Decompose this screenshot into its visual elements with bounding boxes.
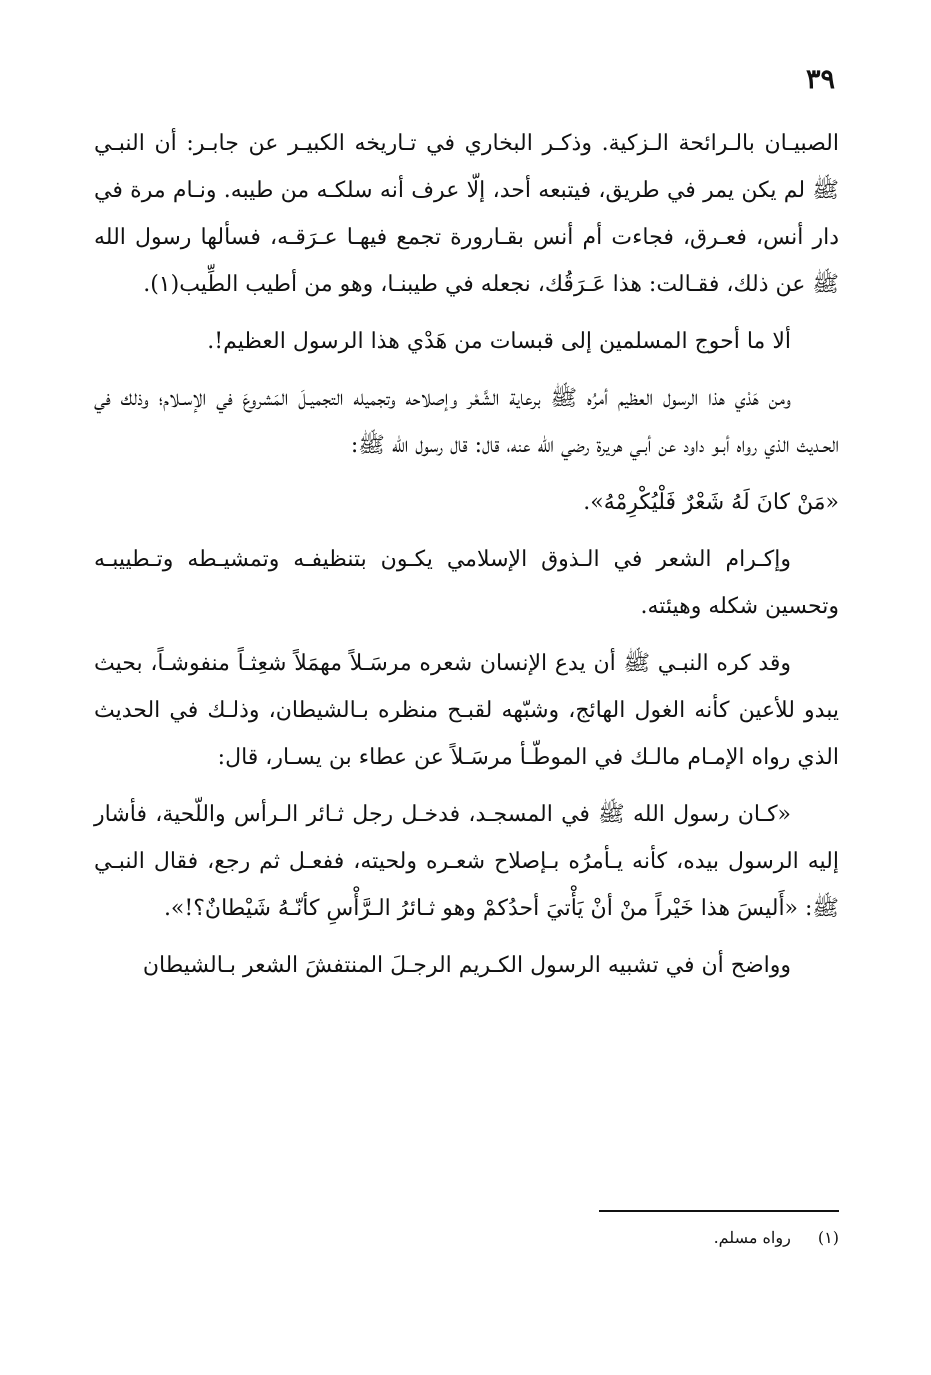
footnote-marker: (١) xyxy=(817,1228,839,1247)
paragraph-hadith-quote: «مَنْ كانَ لَهُ شَعْرٌ فَلْيُكْرِمْهُ». xyxy=(583,490,839,515)
paragraph-disheveled-hair: وقد كره النبـي ﷺ أن يدع الإنسان شعره مرسَـلاً مهمَلاً شعِثـاً منفوشـاً، بحيث يبدو للأعين كأنه الغول الهائج، وشبّهه لقبـح منظره بـالشيطان، وذلـك في الحديث الذي رواه الإمـام مالـك في الموطّـأ مرسَـلاً عن عطاء بن يسـار، قال: xyxy=(94,651,839,770)
page-number: ٣٩ xyxy=(805,64,835,95)
footnote-item xyxy=(94,1225,839,1251)
footnote-text: رواه مسلم. xyxy=(713,1228,791,1247)
paragraph-perfume: الصبيـان بالـرائحة الـزكية. وذكـر البخاري في تـاريخه الكبيـر عن جابـر: أن النبـي ﷺ لم يكن يمر في طريق، فيتبعه أحد، إلّا عرف أنه سلكـه من طيبه. ونـام مرة في دار أنس، فعـرق، فجاءت أم أنس بقـارورة تجمع فيهـا عـرَقـه، فسألها رسول الله ﷺ عن ذلك، فقـالت: هذا عَـرَقُك، نجعله في طيبنـا، وهو من أطيب الطِّيب(١). xyxy=(94,131,840,297)
paragraph-honoring-hair: وإكـرام الشعر في الـذوق الإسلامي يكـون بتنظيفـه وتمشيـطه وتـطييبـه وتحسين شكله وهيئته. xyxy=(94,547,839,619)
footnote-divider xyxy=(599,1210,839,1212)
paragraph-mosque-hadith: «كـان رسول الله ﷺ في المسجـد، فدخـل رجل ثـائر الـرأس واللّحية، فأشار إليه الرسول بيده، كأنه يـأمرُه بـإصلاح شعـره ولحيته، ففعـل ثم رجع، فقال النبـي ﷺ: «أَليسَ هذا خَيْراً منْ أنْ يَأْتيَ أحدُكمْ وهو ثـائرُ الـرَّأْسِ كأنّـهُ شَيْطانٌ؟!». xyxy=(94,802,839,921)
paragraph-conclusion: وواضح أن في تشبيه الرسول الكـريم الرجـلَ المنتفشَ الشعر بـالشيطان xyxy=(142,953,791,978)
paragraph-hair-care: ومن هَدْي هذا الرسول العظيم أمرُه ﷺ برعاية الشَّعْر وإصلاحه وتجميله التجميـلَ المَشروعَ في الإسـلام؛ وذلك في الحـديث الذي رواه أبـو داود عن أبـي هريرة رضي الله عنه، قال: قال رسول الله ﷺ: xyxy=(94,386,839,458)
paragraph-exclamation: ألا ما أحوج المسلمين إلى قبسات من هَدْي هذا الرسول العظيم!. xyxy=(207,329,791,354)
footnotes xyxy=(94,1225,839,1251)
body-text xyxy=(94,120,839,999)
